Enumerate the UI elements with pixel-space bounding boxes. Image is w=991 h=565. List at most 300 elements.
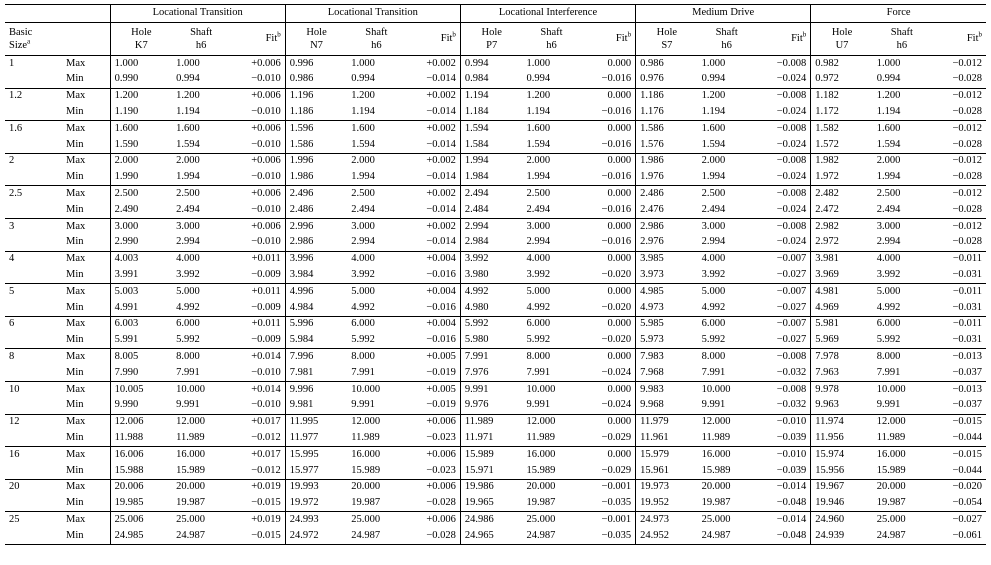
shaft-label: Shaft xyxy=(365,26,388,38)
shaft-value-cell: 3.992 xyxy=(876,269,901,280)
fit-value-cell: 0.000 xyxy=(581,381,636,397)
fit-value-cell: −0.010 xyxy=(230,72,285,88)
fit-value-cell: −0.016 xyxy=(581,235,636,251)
fit-value-cell: 0.000 xyxy=(581,153,636,169)
table-row xyxy=(5,496,986,512)
hole-value-cell: 2.984 xyxy=(464,236,489,248)
limit-label-cell: Max xyxy=(62,349,110,365)
shaft-value-cell: 1.594 xyxy=(876,138,901,150)
shaft-grade: h6 xyxy=(195,40,207,51)
hole-value-cell: 4.991 xyxy=(114,301,139,313)
basic-size-cell: 2 xyxy=(5,153,62,169)
hole-value-cell: 8.005 xyxy=(110,349,172,365)
fit-value-cell: −0.044 xyxy=(952,464,982,476)
group-title-2: Locational Interference xyxy=(460,5,635,23)
table-row xyxy=(5,186,986,202)
table-row xyxy=(5,170,986,186)
hole-value-cell: 5.973 xyxy=(640,334,664,346)
hole-value-cell: 7.983 xyxy=(636,349,698,365)
shaft-value-cell: 2.500 xyxy=(522,186,580,202)
basic-size-cell xyxy=(5,104,62,120)
hole-value-cell: 11.974 xyxy=(811,414,873,430)
fit-value-cell: +0.019 xyxy=(230,512,285,528)
hole-value-cell: 24.972 xyxy=(285,528,347,544)
hole-value-cell: 2.500 xyxy=(110,186,172,202)
fit-value-cell: −0.037 xyxy=(952,399,982,411)
shaft-value-cell: 1.200 xyxy=(873,88,931,104)
fit-value-cell: −0.020 xyxy=(581,333,636,349)
shaft-value-cell: 5.000 xyxy=(698,284,756,300)
shaft-value-cell: 2.494 xyxy=(876,203,901,215)
hole-value-cell: 16.006 xyxy=(110,447,172,463)
shaft-value-cell: 5.992 xyxy=(351,334,375,346)
hole-grade: U7 xyxy=(835,40,849,51)
basic-size-cell: 6 xyxy=(5,316,62,332)
shaft-value-cell: 1.600 xyxy=(698,121,756,137)
fit-value-cell: −0.015 xyxy=(230,496,285,512)
limit-label-cell: Max xyxy=(62,479,110,495)
shaft-value-cell: 8.000 xyxy=(522,349,580,365)
fit-value-cell: −0.020 xyxy=(581,300,636,316)
hole-value-cell: 1.194 xyxy=(460,88,522,104)
hole-header-4 xyxy=(811,23,873,56)
shaft-value-cell: 4.000 xyxy=(172,251,230,267)
shaft-value-cell: 25.000 xyxy=(347,512,405,528)
shaft-value-cell: 7.991 xyxy=(876,366,901,378)
shaft-value-cell: 12.000 xyxy=(172,414,230,430)
hole-value-cell: 3.984 xyxy=(289,269,314,280)
fit-value-cell: −0.007 xyxy=(756,251,811,267)
hole-value-cell: 3.992 xyxy=(460,251,522,267)
hole-value-cell: 3.991 xyxy=(114,269,139,280)
fit-value-cell: −0.008 xyxy=(756,218,811,234)
fit-value-cell: −0.014 xyxy=(405,104,460,120)
shaft-label: Shaft xyxy=(190,26,213,38)
fit-value-cell: −0.013 xyxy=(931,349,986,365)
fit-value-cell: −0.007 xyxy=(756,316,811,332)
hole-value-cell: 9.991 xyxy=(460,381,522,397)
hole-value-cell: 3.973 xyxy=(640,269,664,280)
fit-label: Fit xyxy=(265,32,278,44)
hole-value-cell: 4.985 xyxy=(636,284,698,300)
hole-value-cell: 1.000 xyxy=(110,56,172,72)
hole-value-cell: 0.994 xyxy=(460,56,522,72)
fit-value-cell: −0.016 xyxy=(581,72,636,88)
hole-value-cell: 5.003 xyxy=(110,284,172,300)
hole-value-cell: 9.981 xyxy=(289,399,314,411)
limit-label-cell: Min xyxy=(62,267,110,283)
shaft-value-cell: 15.989 xyxy=(351,464,381,476)
limit-label-cell: Min xyxy=(62,463,110,479)
fit-value-cell: +0.002 xyxy=(405,121,460,137)
fit-value-cell: 0.000 xyxy=(581,251,636,267)
fit-value-cell: −0.035 xyxy=(581,528,636,544)
limit-label-cell: Min xyxy=(62,430,110,446)
shaft-value-cell: 8.000 xyxy=(698,349,756,365)
hole-value-cell: 1.176 xyxy=(640,106,664,118)
table-row xyxy=(5,447,986,463)
limit-label-cell: Max xyxy=(62,153,110,169)
fit-value-cell: −0.016 xyxy=(581,202,636,218)
hole-value-cell: 1.186 xyxy=(289,106,314,118)
fit-value-cell: −0.012 xyxy=(931,153,986,169)
fit-value-cell: +0.002 xyxy=(405,88,460,104)
hole-value-cell: 7.991 xyxy=(460,349,522,365)
shaft-header-2 xyxy=(522,23,580,56)
shaft-value-cell: 2.494 xyxy=(351,203,375,215)
shaft-value-cell: 24.987 xyxy=(347,528,405,544)
hole-value-cell: 5.996 xyxy=(285,316,347,332)
fit-value-cell: −0.014 xyxy=(405,202,460,218)
hole-value-cell: 2.490 xyxy=(114,203,139,215)
hole-grade: P7 xyxy=(486,40,498,51)
fit-value-cell: −0.015 xyxy=(931,414,986,430)
shaft-value-cell: 3.000 xyxy=(522,218,580,234)
table-row xyxy=(5,512,986,528)
shaft-value-cell: 19.987 xyxy=(701,497,731,509)
basic-size-cell: 3 xyxy=(5,218,62,234)
limit-label-cell: Max xyxy=(62,316,110,332)
hole-value-cell: 7.996 xyxy=(285,349,347,365)
shaft-value-cell: 24.987 xyxy=(172,528,230,544)
fit-value-cell: −0.010 xyxy=(230,202,285,218)
hole-value-cell: 15.988 xyxy=(114,464,144,476)
hole-value-cell: 19.946 xyxy=(815,497,845,509)
fit-value-cell: −0.016 xyxy=(581,170,636,186)
shaft-value-cell: 1.994 xyxy=(876,171,901,183)
fit-value-cell: +0.006 xyxy=(405,512,460,528)
fit-value-cell: −0.031 xyxy=(952,301,982,313)
column-header-row xyxy=(5,23,986,56)
fit-value-cell: 0.000 xyxy=(581,186,636,202)
shaft-value-cell: 1.194 xyxy=(701,106,726,118)
basic-size-cell: 25 xyxy=(5,512,62,528)
limit-label-cell: Min xyxy=(62,300,110,316)
basic-size-footnote: a xyxy=(27,37,31,46)
shaft-value-cell: 11.989 xyxy=(701,431,731,443)
shaft-value-cell: 8.000 xyxy=(873,349,931,365)
hole-value-cell: 19.967 xyxy=(811,479,873,495)
hole-value-cell: 1.590 xyxy=(114,138,139,150)
limit-label-cell: Min xyxy=(62,365,110,381)
shaft-value-cell: 2.994 xyxy=(526,236,551,248)
hole-value-cell: 24.960 xyxy=(811,512,873,528)
fit-value-cell: −0.011 xyxy=(931,251,986,267)
hole-value-cell: 3.980 xyxy=(464,269,489,280)
fit-value-cell: −0.016 xyxy=(581,104,636,120)
fit-value-cell: −0.024 xyxy=(756,202,811,218)
fit-value-cell: −0.008 xyxy=(756,381,811,397)
fit-header-3 xyxy=(756,23,811,56)
hole-value-cell: 11.961 xyxy=(640,431,669,443)
shaft-value-cell: 25.000 xyxy=(873,512,931,528)
shaft-value-cell: 1.594 xyxy=(526,138,551,150)
hole-value-cell: 11.977 xyxy=(289,431,319,443)
fit-value-cell: −0.027 xyxy=(756,267,811,283)
fit-value-cell: −0.027 xyxy=(931,512,986,528)
hole-value-cell: 1.576 xyxy=(640,138,664,150)
hole-value-cell: 11.988 xyxy=(114,431,144,443)
fit-value-cell: −0.012 xyxy=(230,430,285,446)
fit-value-cell: +0.017 xyxy=(230,447,285,463)
fit-value-cell: +0.004 xyxy=(405,316,460,332)
hole-value-cell: 7.963 xyxy=(815,366,839,378)
fit-value-cell: −0.027 xyxy=(756,333,811,349)
shaft-grade: h6 xyxy=(546,40,557,51)
shaft-value-cell: 1.000 xyxy=(347,56,405,72)
hole-value-cell: 7.981 xyxy=(289,366,314,378)
shaft-value-cell: 1.194 xyxy=(176,106,200,118)
fit-header-4 xyxy=(931,23,986,56)
fit-value-cell: +0.011 xyxy=(230,316,285,332)
hole-value-cell: 4.992 xyxy=(460,284,522,300)
basic-size-cell xyxy=(5,365,62,381)
fit-value-cell: +0.017 xyxy=(230,414,285,430)
hole-value-cell: 24.952 xyxy=(636,528,698,544)
hole-value-cell: 1.582 xyxy=(811,121,873,137)
hole-value-cell: 1.990 xyxy=(114,171,139,183)
basic-size-cell: 20 xyxy=(5,479,62,495)
fit-value-cell: +0.004 xyxy=(405,284,460,300)
fit-value-cell: +0.005 xyxy=(405,381,460,397)
fit-value-cell: +0.006 xyxy=(405,479,460,495)
shaft-label: Shaft xyxy=(540,26,563,38)
fit-value-cell: +0.014 xyxy=(230,381,285,397)
hole-value-cell: 10.005 xyxy=(110,381,172,397)
hole-value-cell: 19.986 xyxy=(460,479,522,495)
shaft-value-cell: 19.987 xyxy=(526,497,556,509)
limit-label-cell: Min xyxy=(62,104,110,120)
shaft-value-cell: 20.000 xyxy=(172,479,230,495)
basic-size-cell: 8 xyxy=(5,349,62,365)
hole-value-cell: 2.000 xyxy=(110,153,172,169)
shaft-value-cell: 3.992 xyxy=(526,269,551,280)
hole-value-cell: 3.996 xyxy=(285,251,347,267)
hole-value-cell: 3.969 xyxy=(815,269,839,280)
hole-value-cell: 9.990 xyxy=(114,399,139,411)
shaft-value-cell: 4.000 xyxy=(698,251,756,267)
group-title-1: Locational Transition xyxy=(285,5,460,23)
fit-value-cell: −0.024 xyxy=(581,398,636,414)
shaft-value-cell: 19.987 xyxy=(176,497,205,509)
shaft-value-cell: 7.991 xyxy=(176,366,200,378)
shaft-value-cell: 20.000 xyxy=(698,479,756,495)
shaft-value-cell: 16.000 xyxy=(522,447,580,463)
hole-value-cell: 5.980 xyxy=(464,334,489,346)
table-row xyxy=(5,202,986,218)
shaft-value-cell: 2.494 xyxy=(176,203,200,215)
fit-value-cell: −0.024 xyxy=(756,104,811,120)
shaft-value-cell: 7.991 xyxy=(351,366,375,378)
fit-value-cell: −0.027 xyxy=(756,300,811,316)
shaft-value-cell: 9.991 xyxy=(351,399,375,411)
hole-value-cell: 7.978 xyxy=(811,349,873,365)
hole-value-cell: 1.190 xyxy=(114,106,139,118)
shaft-value-cell: 8.000 xyxy=(347,349,405,365)
shaft-value-cell: 15.989 xyxy=(876,464,906,476)
fit-value-cell: +0.004 xyxy=(405,251,460,267)
fit-value-cell: −0.010 xyxy=(230,170,285,186)
hole-value-cell: 1.982 xyxy=(811,153,873,169)
shaft-value-cell: 2.500 xyxy=(698,186,756,202)
shaft-value-cell: 0.994 xyxy=(876,73,901,85)
shaft-value-cell: 2.000 xyxy=(347,153,405,169)
hole-value-cell: 1.986 xyxy=(289,171,314,183)
hole-value-cell: 11.979 xyxy=(636,414,698,430)
hole-value-cell: 15.977 xyxy=(289,464,319,476)
fit-value-cell: +0.006 xyxy=(405,414,460,430)
hole-value-cell: 1.586 xyxy=(636,121,698,137)
shaft-value-cell: 2.000 xyxy=(522,153,580,169)
shaft-value-cell: 10.000 xyxy=(873,381,931,397)
shaft-value-cell: 3.992 xyxy=(176,269,200,280)
hole-value-cell: 3.981 xyxy=(811,251,873,267)
fit-value-cell: +0.002 xyxy=(405,56,460,72)
hole-value-cell: 15.971 xyxy=(464,464,494,476)
fit-value-cell: −0.020 xyxy=(581,267,636,283)
basic-size-cell xyxy=(5,235,62,251)
shaft-value-cell: 1.194 xyxy=(876,106,901,118)
fit-value-cell: −0.029 xyxy=(581,463,636,479)
fit-value-cell: −0.009 xyxy=(230,267,285,283)
fit-value-cell: −0.039 xyxy=(756,463,811,479)
fit-value-cell: 0.000 xyxy=(581,447,636,463)
fit-value-cell: −0.008 xyxy=(756,349,811,365)
hole-value-cell: 0.984 xyxy=(464,73,489,85)
fit-value-cell: −0.016 xyxy=(581,137,636,153)
group-title-3: Medium Drive xyxy=(636,5,811,23)
fit-value-cell: −0.010 xyxy=(230,104,285,120)
hole-value-cell: 3.985 xyxy=(636,251,698,267)
table-row xyxy=(5,398,986,414)
shaft-value-cell: 4.000 xyxy=(347,251,405,267)
fit-value-cell: −0.054 xyxy=(952,497,982,509)
shaft-value-cell: 19.987 xyxy=(351,497,381,509)
hole-value-cell: 1.572 xyxy=(815,138,839,150)
limit-label-cell: Max xyxy=(62,186,110,202)
fit-footnote: b xyxy=(627,30,632,39)
basic-size-cell: 4 xyxy=(5,251,62,267)
limit-label-cell: Min xyxy=(62,72,110,88)
fit-value-cell: +0.006 xyxy=(230,121,285,137)
hole-value-cell: 1.984 xyxy=(464,171,489,183)
group-title-0: Locational Transition xyxy=(110,5,285,23)
shaft-value-cell: 1.000 xyxy=(172,56,230,72)
hole-value-cell: 15.961 xyxy=(640,464,669,476)
hole-value-cell: 11.971 xyxy=(464,431,494,443)
basic-size-cell: 2.5 xyxy=(5,186,62,202)
shaft-value-cell: 11.989 xyxy=(526,431,555,443)
shaft-value-cell: 3.000 xyxy=(172,218,230,234)
table-row xyxy=(5,284,986,300)
fit-value-cell: +0.019 xyxy=(230,479,285,495)
limit-label-cell: Max xyxy=(62,447,110,463)
hole-value-cell: 1.584 xyxy=(464,138,489,150)
shaft-value-cell: 12.000 xyxy=(347,414,405,430)
hole-value-cell: 9.968 xyxy=(640,399,664,411)
shaft-value-cell: 2.994 xyxy=(876,236,901,248)
shaft-value-cell: 12.000 xyxy=(522,414,580,430)
hole-value-cell: 4.996 xyxy=(285,284,347,300)
fit-value-cell: +0.006 xyxy=(230,186,285,202)
table-row xyxy=(5,72,986,88)
table-row xyxy=(5,104,986,120)
shaft-grade: h6 xyxy=(721,40,732,51)
hole-value-cell: 15.995 xyxy=(285,447,347,463)
hole-value-cell: 9.963 xyxy=(815,399,839,411)
basic-size-cell xyxy=(5,202,62,218)
shaft-value-cell: 4.992 xyxy=(526,301,551,313)
table-row xyxy=(5,365,986,381)
shaft-value-cell: 24.987 xyxy=(873,528,931,544)
hole-value-cell: 4.003 xyxy=(110,251,172,267)
shaft-value-cell: 12.000 xyxy=(873,414,931,430)
fit-value-cell: −0.028 xyxy=(405,496,460,512)
table-row xyxy=(5,251,986,267)
shaft-value-cell: 25.000 xyxy=(698,512,756,528)
shaft-value-cell: 1.000 xyxy=(522,56,580,72)
hole-value-cell: 0.976 xyxy=(640,73,664,85)
hole-value-cell: 2.990 xyxy=(114,236,139,248)
table-row xyxy=(5,414,986,430)
hole-value-cell: 1.596 xyxy=(285,121,347,137)
fit-value-cell: −0.010 xyxy=(230,398,285,414)
hole-value-cell: 1.196 xyxy=(285,88,347,104)
hole-value-cell: 15.956 xyxy=(815,464,845,476)
shaft-value-cell: 1.600 xyxy=(873,121,931,137)
fit-value-cell: −0.010 xyxy=(756,447,811,463)
fit-value-cell: −0.044 xyxy=(952,431,982,443)
shaft-value-cell: 5.000 xyxy=(522,284,580,300)
shaft-value-cell: 3.000 xyxy=(347,218,405,234)
fit-value-cell: 0.000 xyxy=(581,88,636,104)
shaft-value-cell: 20.000 xyxy=(873,479,931,495)
fit-header-0 xyxy=(230,23,285,56)
shaft-value-cell: 2.500 xyxy=(172,186,230,202)
fit-value-cell: +0.002 xyxy=(405,218,460,234)
shaft-value-cell: 1.594 xyxy=(176,138,200,150)
hole-value-cell: 19.973 xyxy=(636,479,698,495)
basic-size-line1: Basic xyxy=(9,26,33,38)
fit-value-cell: −0.012 xyxy=(230,463,285,479)
shaft-value-cell: 2.500 xyxy=(347,186,405,202)
fit-value-cell: −0.032 xyxy=(756,365,811,381)
hole-value-cell: 2.486 xyxy=(289,203,314,215)
hole-value-cell: 2.986 xyxy=(636,218,698,234)
fit-label: Fit xyxy=(615,32,628,44)
table-row xyxy=(5,121,986,137)
basic-size-cell xyxy=(5,333,62,349)
hole-value-cell: 2.486 xyxy=(636,186,698,202)
shaft-value-cell: 2.494 xyxy=(701,203,726,215)
fit-value-cell: −0.016 xyxy=(405,333,460,349)
shaft-value-cell: 5.000 xyxy=(873,284,931,300)
hole-value-cell: 24.973 xyxy=(636,512,698,528)
shaft-value-cell: 2.000 xyxy=(172,153,230,169)
limit-label-cell: Min xyxy=(62,170,110,186)
hole-value-cell: 1.594 xyxy=(460,121,522,137)
fit-value-cell: −0.024 xyxy=(581,365,636,381)
table-row xyxy=(5,218,986,234)
shaft-value-cell: 16.000 xyxy=(347,447,405,463)
hole-value-cell: 1.182 xyxy=(811,88,873,104)
hole-grade: K7 xyxy=(134,40,148,51)
hole-value-cell: 2.482 xyxy=(811,186,873,202)
basic-size-cell xyxy=(5,137,62,153)
limit-label-cell: Max xyxy=(62,284,110,300)
shaft-value-cell: 11.989 xyxy=(876,431,906,443)
shaft-value-cell: 2.000 xyxy=(873,153,931,169)
